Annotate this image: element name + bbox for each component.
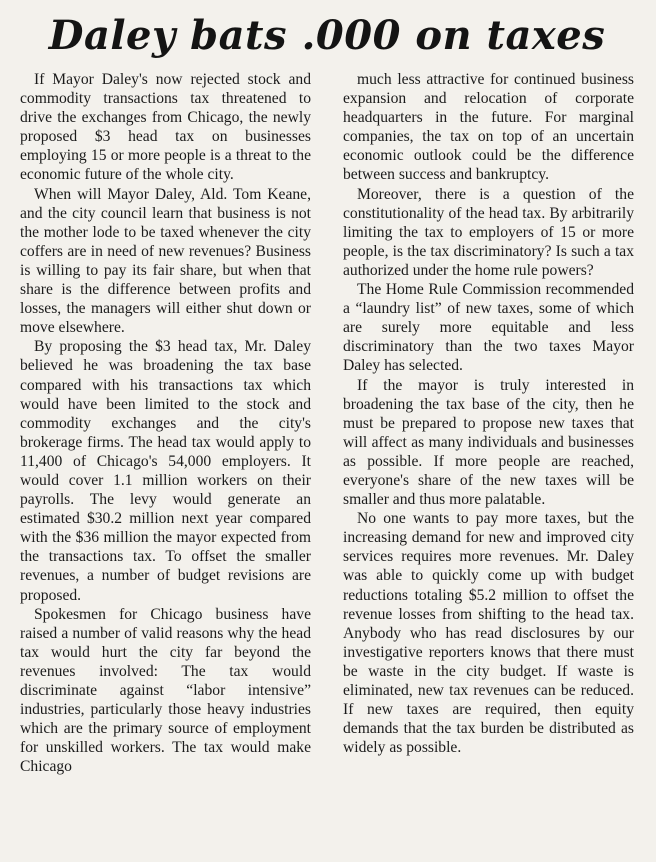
paragraph: If Mayor Daley's now rejected stock and commodity transactions tax threatened to drive the exchanges from Chicago, the newly proposed $3 head tax on businesses employing 15 or more people is a threat to the economic future of the whole city.: [20, 71, 311, 184]
paragraph: much less attractive for continued business expansion and relocation of corporate headquarters in the future. For marginal companies, the tax on top of an uncertain economic outlook could be the difference between success and bankruptcy.: [343, 71, 634, 184]
headline: Daley bats .000 on taxes: [48, 12, 606, 59]
paragraph: The Home Rule Commission recommended a “laundry list” of new taxes, some of which are surely more equitable and less discriminatory than the two taxes Mayor Daley has selected.: [343, 281, 634, 375]
column-left: [20, 70, 311, 776]
article-columns: [20, 70, 634, 776]
column-right: [343, 70, 634, 776]
paragraph: When will Mayor Daley, Ald. Tom Keane, and the city council learn that business is not the mother lode to be taxed whenever the city coffers are in need of new revenues? Business is willing to pay its fair share, but when that share is the difference between profits and losses, the managers will either shut down or move elsewhere.: [20, 185, 311, 337]
paragraph: By proposing the $3 head tax, Mr. Daley believed he was broadening the tax base compared with his transactions tax which would have been limited to the stock and commodity exchanges and the city's brokerage firms. The head tax would apply to 11,400 of Chicago's 54,000 employers. It would cover 1.1 million workers on their payrolls. The levy would generate an estimated $30.2 million next year compared with the $36 million the mayor expected from the transactions tax. To offset the smaller revenues, a number of budget revisions are proposed.: [20, 338, 311, 604]
paragraph: If the mayor is truly interested in broadening the tax base of the city, then he must be prepared to propose new taxes that will affect as many individuals and businesses as possible. If more people are reached, everyone's share of the new taxes will be smaller and thus more palatable.: [343, 376, 634, 509]
paragraph: No one wants to pay more taxes, but the increasing demand for new and improved city services requires more revenues. Mr. Daley was able to quickly come up with budget reductions totaling $5.2 million to offset the revenue losses from shifting to the head tax. Anybody who has read disclosures by our investigative reporters knows that there must be waste in the city budget. If waste is eliminated, new tax revenues can be reduced. If new taxes are required, then equity demands that the tax burden be distributed as widely as possible.: [343, 510, 634, 757]
paragraph: Moreover, there is a question of the constitutionality of the head tax. By arbitrarily limiting the tax to employers of 15 or more people, is the tax discriminatory? Is such a tax authorized under the home rule powers?: [343, 185, 634, 279]
paragraph: Spokesmen for Chicago business have raised a number of valid reasons why the head tax would hurt the city far beyond the revenues involved: The tax would discriminate against “labor intensive” industries, particularly those heavy industries which are the primary source of employment for unskilled workers. The tax would make Chicago: [20, 605, 311, 776]
